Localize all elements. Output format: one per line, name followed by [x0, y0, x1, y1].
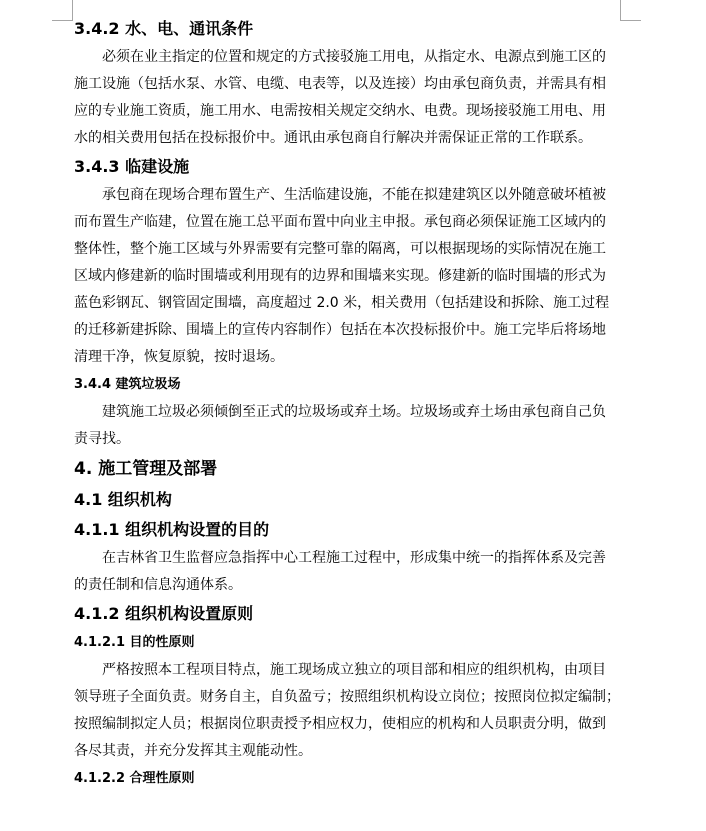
section-heading-4-1-1: 4.1.1 组织机构设置的目的	[74, 520, 270, 539]
section-heading-4-1-2: 4.1.2 组织机构设置原则	[74, 604, 254, 623]
section-heading-4-1-2-1: 4.1.2.1 目的性原则	[74, 635, 195, 650]
section-heading-3-4-2: 3.4.2 水、电、通讯条件	[74, 19, 254, 38]
paragraph-line: 必须在业主指定的位置和规定的方式接驳施工用电，从指定水、电源点到施工区的	[102, 49, 606, 65]
paragraph-line: 的迁移新建拆除、围墙上的宣传内容制作）包括在本次投标报价中。施工完毕后将场地	[74, 322, 606, 338]
paragraph-line: 整体性，整个施工区域与外界需要有完整可靠的隔离，可以根据现场的实际情况在施工	[74, 241, 606, 257]
paragraph-line: 区域内修建新的临时围墙或利用现有的边界和围墙来实现。修建新的临时围墙的形式为	[74, 268, 606, 284]
section-heading-3-4-3: 3.4.3 临建设施	[74, 157, 190, 176]
paragraph-line: 清理干净，恢复原貌，按时退场。	[74, 349, 284, 365]
paragraph-line: 应的专业施工资质，施工用水、电需按相关规定交纳水、电费。现场接驳施工用电、用	[74, 103, 606, 119]
paragraph-line: 责寻找。	[74, 431, 130, 447]
section-heading-4-1-2-2: 4.1.2.2 合理性原则	[74, 771, 195, 786]
paragraph-line: 建筑施工垃圾必须倾倒至正式的垃圾场或弃土场。垃圾场或弃土场由承包商自己负	[102, 404, 606, 420]
chapter-heading-4: 4. 施工管理及部署	[74, 459, 218, 479]
paragraph-line: 各尽其责，并充分发挥其主观能动性。	[74, 743, 312, 759]
paragraph-waste-site	[74, 399, 626, 453]
paragraph-line: 的责任制和信息沟通体系。	[74, 577, 242, 593]
paragraph-line: 施工设施（包括水泵、水管、电缆、电表等，以及连接）均由承包商负责，并需具有相	[74, 76, 606, 92]
page-corner-mark-left	[52, 0, 73, 21]
paragraph-purpose-principle	[74, 657, 626, 765]
paragraph-org-purpose	[74, 545, 626, 599]
document-body	[74, 14, 626, 793]
paragraph-line: 水的相关费用包括在投标报价中。通讯由承包商自行解决并需保证正常的工作联系。	[74, 130, 592, 146]
section-heading-4-1: 4.1 组织机构	[74, 490, 172, 509]
paragraph-line: 按照编制拟定人员；根据岗位职责授予相应权力，使相应的机构和人员职责分明，做到	[74, 716, 606, 732]
paragraph-line: 蓝色彩钢瓦、钢管固定围墙，高度超过 2.0 米，相关费用（包括建设和拆除、施工过程	[74, 295, 610, 311]
paragraph-line: 承包商在现场合理布置生产、生活临建设施，不能在拟建建筑区以外随意破坏植被	[102, 187, 606, 203]
paragraph-line: 领导班子全面负责。财务自主，自负盈亏；按照组织机构设立岗位；按照岗位拟定编制；	[74, 689, 620, 705]
paragraph-utilities	[74, 44, 626, 152]
paragraph-temporary-facilities	[74, 182, 626, 371]
paragraph-line: 在吉林省卫生监督应急指挥中心工程施工过程中，形成集中统一的指挥体系及完善	[102, 550, 606, 566]
paragraph-line: 严格按照本工程项目特点，施工现场成立独立的项目部和相应的组织机构，由项目	[102, 662, 606, 678]
section-heading-3-4-4: 3.4.4 建筑垃圾场	[74, 377, 181, 392]
paragraph-line: 而布置生产临建，位置在施工总平面布置中向业主申报。承包商必须保证施工区域内的	[74, 214, 606, 230]
